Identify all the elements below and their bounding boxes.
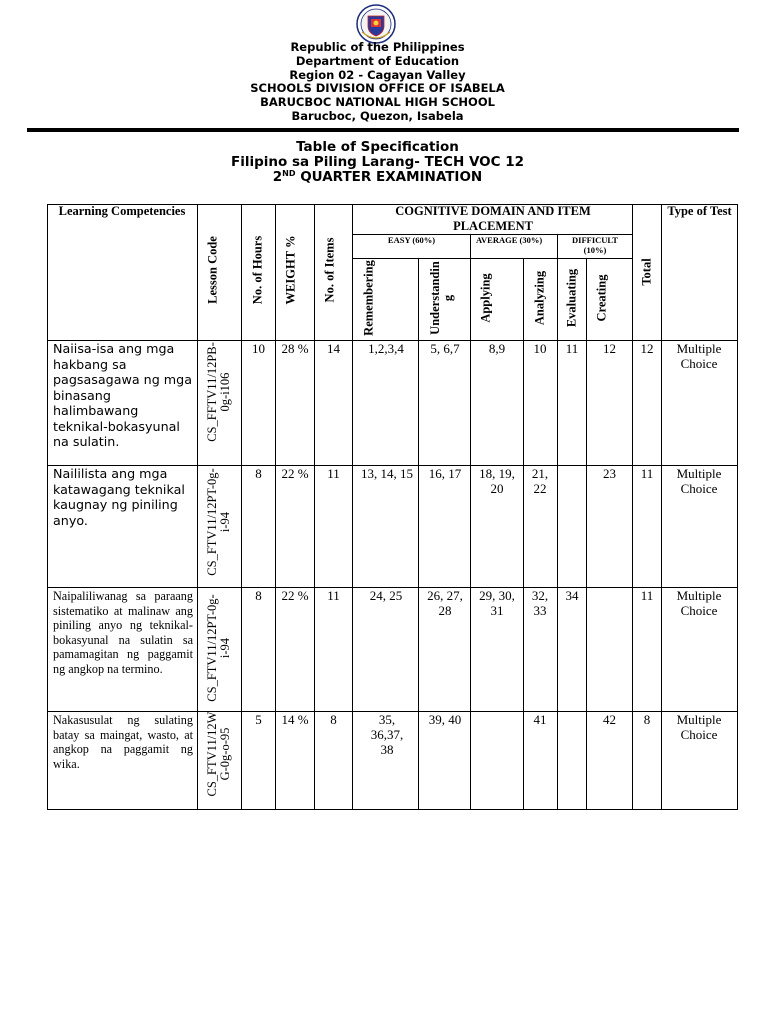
header-department: Department of Education [295,53,460,68]
creating-cell: 12 [603,341,616,356]
title-quarter [0,170,755,185]
hours-cell: 8 [255,588,262,603]
remembering-cell: 24, 25 [369,588,403,603]
header-no-of-hours: No. of Hours [250,235,265,305]
header-evaluating: Evaluating [564,268,579,328]
competency-cell: Naiisa-isa ang mga hakbang sa pagsasagawa ng mga binasang halimbawang teknikal-bokasyunal na sulatin. [53,341,192,449]
lesson-code-part1: CS_FTV11/12PT-0g- [205,468,219,576]
header-average: AVERAGE (30%) [476,235,543,245]
header-creating: Creating [594,274,609,322]
header-learning-competencies: Learning Competencies [58,204,186,218]
quarter-label: QUARTER EXAMINATION [295,169,483,186]
header-total: Total [639,258,654,286]
lesson-code-part2: 0g-i106 [218,372,232,412]
header-address: Barucboc, Quezon, Isabela [291,108,464,123]
grid-line [470,234,471,810]
lesson-code-part2: i-94 [218,637,232,659]
header-weight: WEIGHT % [283,235,298,305]
header-analyzing: Analyzing [532,270,547,326]
header-school: BARUCBOC NATIONAL HIGH SCHOOL [260,95,495,110]
lesson-code-cell [206,464,232,580]
items-cell: 14 [327,341,340,356]
analyzing-cell: 32, 33 [531,588,549,618]
header-cognitive-domain: COGNITIVE DOMAIN AND ITEM PLACEMENT [395,204,591,233]
applying-cell: 18, 19, 20 [479,466,515,496]
understanding-cell: 16, 17 [428,466,462,481]
remembering-cell: 35, 36,37, 38 [370,712,404,757]
items-cell: 11 [327,588,340,603]
agency-header [0,41,755,124]
header-divider [27,128,739,132]
analyzing-cell: 41 [533,712,547,727]
grid-line [661,204,662,810]
items-cell: 8 [330,712,337,727]
competency-cell: Nakasusulat ng sulating batay sa maingat, wasto, at angkop na paggamit ng wika. [53,713,193,771]
applying-cell: 29, 30, 31 [479,588,515,618]
total-cell: 12 [640,341,654,356]
remembering-cell: 13, 14, 15 [361,466,413,481]
quarter-number: 2 [272,169,283,186]
lesson-code-part2: i-94 [218,511,232,533]
lesson-code-part2: G-0g-o-95 [218,727,232,781]
weight-cell: 28 % [281,341,309,356]
lesson-code-cell [206,338,232,446]
creating-cell: 23 [603,466,616,481]
hours-cell: 10 [252,341,265,356]
header-type-of-test: Type of Test [667,204,732,218]
lesson-code-cell [206,590,232,706]
analyzing-cell: 10 [533,341,547,356]
header-division: SCHOOLS DIVISION OFFICE OF ISABELA [250,81,505,96]
grid-line [197,204,198,810]
header-easy: EASY (60%) [387,235,436,245]
grid-line [557,234,558,810]
understanding-cell: 5, 6,7 [430,341,460,356]
remembering-cell: 1,2,3,4 [368,341,404,356]
lesson-code-part1: CS_FTV11/12PT-0g- [205,594,219,702]
analyzing-cell: 21, 22 [531,466,549,496]
applying-cell: 8,9 [488,341,506,356]
grid-line [275,204,276,810]
document-title [0,140,755,186]
header-understanding-line1: Understandin [428,261,442,335]
deped-seal-logo [352,4,400,44]
hours-cell: 5 [255,712,262,727]
header-understanding-line2: g [441,294,455,302]
weight-cell: 22 % [281,588,309,603]
header-lesson-code: Lesson Code [205,236,220,304]
header-region: Region 02 - Cagayan Valley [289,67,466,82]
type-of-test-cell: Multiple Choice [676,712,722,742]
weight-cell: 14 % [281,712,309,727]
total-cell: 8 [643,712,651,727]
understanding-cell: 39, 40 [428,712,462,727]
header-understanding [429,261,455,335]
weight-cell: 22 % [281,466,309,481]
header-republic: Republic of the Philippines [290,40,465,54]
competency-cell: Naililista ang mga katawagang teknikal kaugnay ng piniling anyo. [53,466,185,528]
hours-cell: 8 [255,466,262,481]
evaluating-cell: 34 [565,588,579,603]
type-of-test-cell: Multiple Choice [676,588,722,618]
header-applying: Applying [478,273,493,323]
evaluating-cell: 11 [565,341,579,356]
creating-cell: 42 [603,712,616,727]
header-difficult: DIFFICULT (10%) [572,235,618,255]
grid-line [352,204,353,810]
items-cell: 11 [327,466,340,481]
total-cell: 11 [640,466,654,481]
lesson-code-cell [206,711,232,797]
lesson-code-part1: CS_FFTV11/12PB- [205,342,219,442]
type-of-test-cell: Multiple Choice [676,341,722,371]
total-cell: 11 [640,588,654,603]
lesson-code-part1: CS_FTV11/12W [205,711,219,797]
quarter-suffix: ND [282,169,296,179]
grid-line [352,258,632,259]
header-no-of-items: No. of Items [322,237,337,303]
title-subject: Filipino sa Piling Larang- TECH VOC 12 [230,154,525,171]
type-of-test-cell: Multiple Choice [676,466,722,496]
header-remembering: Remembering [361,260,376,336]
understanding-cell: 26, 27, 28 [427,588,463,618]
competency-cell: Naipaliliwanag sa paraang sistematiko at malinaw ang piniling anyo ng teknikal-bokasyunal na sulatin sa pamamagitan ng paggamit ng angkop na termino. [53,589,193,676]
title-table-of-specification: Table of Specification [296,139,459,155]
